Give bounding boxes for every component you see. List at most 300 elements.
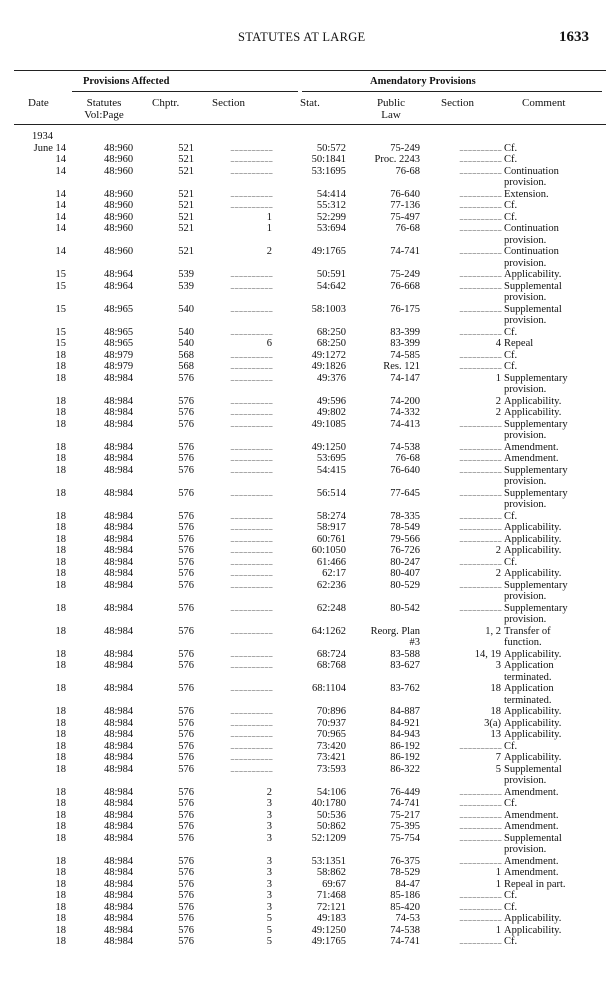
cell-amendatory-section: _ _ _ _ _ _ _ _ _ _ xyxy=(459,822,501,830)
cell-comment: terminated. xyxy=(504,671,552,683)
cell-statutes-vol-page: 48:979 xyxy=(104,361,134,372)
cell-statutes-vol-page: 48:960 xyxy=(104,165,134,177)
cell-comment: provision. xyxy=(504,614,547,625)
cell-amendatory-section: _ _ _ _ _ _ _ _ _ _ xyxy=(459,937,501,945)
cell-section: _ _ _ _ _ _ _ _ _ _ xyxy=(230,730,272,738)
cell-comment: Supplementary xyxy=(504,464,568,476)
cell-public-law: 84-887 xyxy=(390,706,420,717)
cell-statutes-vol-page: 48:984 xyxy=(104,855,134,867)
cell-section: _ _ _ _ _ _ _ _ _ _ xyxy=(230,408,272,416)
cell-public-law: 75-754 xyxy=(390,832,420,844)
cell-date: 18 xyxy=(55,752,66,763)
cell-amendatory-section: _ _ _ _ _ _ _ _ _ _ xyxy=(459,155,501,163)
cell-statutes-vol-page: 48:964 xyxy=(104,269,134,280)
cell-date: 18 xyxy=(55,706,66,717)
cell-amendatory-section: _ _ _ _ _ _ _ _ _ _ xyxy=(459,350,501,359)
cell-chapter: 576 xyxy=(178,717,194,729)
table-row xyxy=(0,764,614,776)
cell-date: 15 xyxy=(55,326,66,338)
cell-public-law: 74-741 xyxy=(390,936,420,947)
cell-section: 3 xyxy=(266,855,272,867)
cell-section: _ _ _ _ _ _ _ _ _ _ xyxy=(230,523,272,531)
cell-comment: Cf. xyxy=(504,154,518,165)
cell-comment: Applicability. xyxy=(504,533,562,545)
cell-statutes-vol-page: 48:984 xyxy=(104,798,134,809)
cell-chapter: 576 xyxy=(178,579,194,591)
cell-comment: terminated. xyxy=(504,694,552,706)
cell-amendatory-section: _ _ _ _ _ _ _ _ _ _ xyxy=(459,201,501,209)
cell-comment: provision. xyxy=(504,476,547,487)
cell-stat: 62:17 xyxy=(322,568,346,579)
table-row xyxy=(0,235,614,247)
cell-date: 18 xyxy=(55,372,66,384)
cell-date: 18 xyxy=(55,890,66,901)
table-body xyxy=(0,143,614,948)
cell-amendatory-section: _ _ _ _ _ _ _ _ _ _ xyxy=(459,914,501,922)
cell-chapter: 576 xyxy=(178,522,194,533)
cell-public-law: 74-585 xyxy=(390,349,420,361)
cell-public-law: 86-192 xyxy=(390,752,420,763)
table-row xyxy=(0,787,614,799)
cell-amendatory-section: _ _ _ _ _ _ _ _ _ _ xyxy=(459,580,501,589)
cell-date: 18 xyxy=(55,407,66,418)
cell-amendatory-section: _ _ _ _ _ _ _ _ _ _ xyxy=(459,856,501,865)
cell-section: 5 xyxy=(266,913,272,924)
top-rule xyxy=(14,70,606,71)
cell-date: 18 xyxy=(55,855,66,867)
cell-statutes-vol-page: 48:984 xyxy=(104,717,134,729)
cell-public-law: 78-549 xyxy=(390,522,420,533)
cell-date: 18 xyxy=(55,913,66,924)
cell-chapter: 576 xyxy=(178,878,194,890)
cell-date: 18 xyxy=(55,717,66,729)
cell-stat: 40:1780 xyxy=(311,798,346,809)
cell-statutes-vol-page: 48:984 xyxy=(104,372,134,384)
header-statutes xyxy=(78,97,130,121)
cell-public-law: 76-640 xyxy=(390,464,420,476)
cell-comment: Applicability. xyxy=(504,545,562,556)
table-row xyxy=(0,729,614,741)
page-title: STATUTES AT LARGE xyxy=(238,30,366,44)
header-public-law xyxy=(370,97,412,121)
cell-comment: Cf. xyxy=(504,200,518,211)
cell-statutes-vol-page: 48:964 xyxy=(104,280,134,292)
cell-section: 3 xyxy=(266,798,272,809)
cell-comment: Repeal in part. xyxy=(504,878,566,890)
cell-comment: provision. xyxy=(504,591,547,602)
cell-comment: Applicability. xyxy=(504,913,562,924)
cell-stat: 58:917 xyxy=(316,522,346,533)
cell-public-law: 74-538 xyxy=(390,441,420,453)
cell-chapter: 576 xyxy=(178,487,194,499)
cell-amendatory-section: 3(a) xyxy=(484,717,501,729)
cell-date: 18 xyxy=(55,625,66,637)
cell-chapter: 576 xyxy=(178,625,194,637)
cell-statutes-vol-page: 48:984 xyxy=(104,579,134,591)
cell-stat: 49:1272 xyxy=(311,349,346,361)
table-row xyxy=(0,143,614,155)
cell-public-law: 74-538 xyxy=(390,924,420,936)
cell-chapter: 576 xyxy=(178,464,194,476)
cell-public-law: 76-726 xyxy=(390,545,420,556)
header-date: Date xyxy=(28,97,49,109)
cell-chapter: 576 xyxy=(178,763,194,775)
cell-section: _ _ _ _ _ _ _ _ _ _ xyxy=(230,546,272,554)
table-row xyxy=(0,706,614,718)
cell-stat: 73:421 xyxy=(316,752,346,763)
table-row xyxy=(0,407,614,419)
cell-stat: 49:1826 xyxy=(311,361,346,372)
cell-stat: 68:724 xyxy=(316,648,346,660)
cell-statutes-vol-page: 48:984 xyxy=(104,625,134,637)
cell-comment: Supplementary xyxy=(504,418,568,430)
header-comment: Comment xyxy=(522,97,566,109)
header-public-line1: Public xyxy=(376,97,406,109)
cell-amendatory-section: _ _ _ _ _ _ _ _ _ _ xyxy=(459,304,501,313)
cell-stat: 49:1085 xyxy=(311,418,346,430)
cell-stat: 61:466 xyxy=(316,556,346,568)
cell-chapter: 576 xyxy=(178,453,194,464)
cell-statutes-vol-page: 48:984 xyxy=(104,522,134,533)
cell-amendatory-section: _ _ _ _ _ _ _ _ _ _ xyxy=(459,465,501,474)
table-row xyxy=(0,580,614,592)
table-row xyxy=(0,833,614,845)
cell-amendatory-section: 14, 19 xyxy=(474,648,501,660)
table-row xyxy=(0,304,614,316)
cell-date: June 14 xyxy=(33,142,66,154)
table-row xyxy=(0,269,614,281)
cell-public-law: 83-762 xyxy=(390,683,420,694)
cell-date: 18 xyxy=(55,395,66,407)
cell-section: _ _ _ _ _ _ _ _ _ _ xyxy=(230,661,272,669)
cell-statutes-vol-page: 48:984 xyxy=(104,832,134,844)
cell-statutes-vol-page: 48:984 xyxy=(104,441,134,453)
table-row xyxy=(0,660,614,672)
cell-chapter: 576 xyxy=(178,660,194,671)
cell-chapter: 521 xyxy=(178,154,194,165)
cell-section: _ _ _ _ _ _ _ _ _ _ xyxy=(230,580,272,589)
table-row xyxy=(0,315,614,327)
cell-comment: Applicability. xyxy=(504,568,562,579)
cell-section: _ _ _ _ _ _ _ _ _ _ xyxy=(230,741,272,750)
cell-date: 14 xyxy=(55,223,66,234)
cell-chapter: 521 xyxy=(178,188,194,200)
cell-amendatory-section: 2 xyxy=(495,568,501,579)
cell-comment: Cf. xyxy=(504,798,518,809)
cell-chapter: 576 xyxy=(178,855,194,867)
cell-chapter: 576 xyxy=(178,706,194,717)
cell-section: _ _ _ _ _ _ _ _ _ _ xyxy=(230,281,272,290)
cell-public-law: 75-249 xyxy=(390,269,420,280)
cell-chapter: 576 xyxy=(178,821,194,832)
cell-chapter: 576 xyxy=(178,867,194,878)
cell-public-law: 76-68 xyxy=(395,165,420,177)
cell-stat: 49:1250 xyxy=(311,924,346,936)
cell-amendatory-section: _ _ _ _ _ _ _ _ _ _ xyxy=(459,557,501,566)
cell-public-law: 76-175 xyxy=(390,303,420,315)
cell-statutes-vol-page: 48:984 xyxy=(104,763,134,775)
cell-public-law: 80-407 xyxy=(390,568,420,579)
cell-comment: Cf. xyxy=(504,556,518,568)
cell-public-law: 75-249 xyxy=(390,142,420,154)
cell-comment: Supplementary xyxy=(504,602,568,614)
cell-statutes-vol-page: 48:960 xyxy=(104,200,134,211)
cell-statutes-vol-page: 48:984 xyxy=(104,878,134,890)
cell-statutes-vol-page: 48:960 xyxy=(104,154,134,165)
table-row xyxy=(0,200,614,212)
table-row xyxy=(0,189,614,201)
cell-stat: 55:312 xyxy=(316,200,346,211)
table-row xyxy=(0,166,614,178)
cell-stat: 54:106 xyxy=(316,786,346,798)
table-row xyxy=(0,384,614,396)
cell-amendatory-section: 1 xyxy=(495,924,501,936)
cell-public-law: 74-147 xyxy=(390,372,420,384)
table-row xyxy=(0,614,614,626)
cell-statutes-vol-page: 48:984 xyxy=(104,407,134,418)
cell-public-law: 84-943 xyxy=(390,729,420,740)
cell-section: _ _ _ _ _ _ _ _ _ _ xyxy=(230,419,272,428)
cell-section: _ _ _ _ _ _ _ _ _ _ xyxy=(230,442,272,451)
cell-section: _ _ _ _ _ _ _ _ _ _ xyxy=(230,488,272,497)
cell-comment: Applicability. xyxy=(504,717,562,729)
cell-section: 6 xyxy=(266,338,272,349)
cell-chapter: 521 xyxy=(178,246,194,257)
table-row xyxy=(0,511,614,523)
cell-date: 18 xyxy=(55,579,66,591)
cell-statutes-vol-page: 48:984 xyxy=(104,729,134,740)
cell-section: _ _ _ _ _ _ _ _ _ _ xyxy=(230,350,272,359)
cell-public-law: 74-53 xyxy=(395,913,420,924)
cell-comment: Applicability. xyxy=(504,648,562,660)
cell-stat: 53:1695 xyxy=(311,165,346,177)
cell-chapter: 521 xyxy=(178,200,194,211)
cell-stat: 54:642 xyxy=(316,280,346,292)
cell-stat: 54:415 xyxy=(316,464,346,476)
header-stat: Stat. xyxy=(300,97,320,109)
cell-chapter: 521 xyxy=(178,211,194,223)
cell-section: _ _ _ _ _ _ _ _ _ _ xyxy=(230,557,272,566)
cell-amendatory-section: 2 xyxy=(495,545,501,556)
cell-statutes-vol-page: 48:984 xyxy=(104,821,134,832)
table-row xyxy=(0,902,614,914)
cell-amendatory-section: 1 xyxy=(495,867,501,878)
cell-date: 18 xyxy=(55,418,66,430)
cell-date: 18 xyxy=(55,660,66,671)
cell-statutes-vol-page: 48:984 xyxy=(104,487,134,499)
cell-section: _ _ _ _ _ _ _ _ _ _ xyxy=(230,603,272,612)
cell-amendatory-section: 2 xyxy=(495,395,501,407)
cell-chapter: 576 xyxy=(178,786,194,798)
cell-statutes-vol-page: 48:984 xyxy=(104,913,134,924)
cell-chapter: 576 xyxy=(178,752,194,763)
cell-comment: Application xyxy=(504,683,554,694)
cell-public-law: 76-68 xyxy=(395,453,420,464)
cell-section: _ _ _ _ _ _ _ _ _ _ xyxy=(230,718,272,727)
cell-stat: 56:514 xyxy=(316,487,346,499)
cell-stat: 73:593 xyxy=(316,763,346,775)
table-row xyxy=(0,936,614,948)
cell-amendatory-section: _ _ _ _ _ _ _ _ _ _ xyxy=(459,281,501,290)
cell-chapter: 540 xyxy=(178,326,194,338)
cell-statutes-vol-page: 48:984 xyxy=(104,683,134,694)
header-public-line2: Law xyxy=(381,109,401,121)
cell-public-law: 75-395 xyxy=(390,821,420,832)
table-row xyxy=(0,879,614,891)
cell-date: 18 xyxy=(55,441,66,453)
cell-comment: Cf. xyxy=(504,510,518,522)
cell-date: 18 xyxy=(55,832,66,844)
cell-comment: Applicability. xyxy=(504,706,562,717)
cell-stat: 49:183 xyxy=(316,913,346,924)
table-row xyxy=(0,545,614,557)
cell-chapter: 576 xyxy=(178,832,194,844)
cell-public-law: 77-136 xyxy=(390,200,420,211)
cell-section: 1 xyxy=(266,211,272,223)
table-row xyxy=(0,649,614,661)
cell-date: 15 xyxy=(55,269,66,280)
cell-amendatory-section: _ _ _ _ _ _ _ _ _ _ xyxy=(459,143,501,152)
table-row xyxy=(0,591,614,603)
table-row xyxy=(0,637,614,649)
cell-chapter: 576 xyxy=(178,683,194,694)
cell-chapter: 576 xyxy=(178,533,194,545)
table-row xyxy=(0,867,614,879)
cell-public-law: 85-420 xyxy=(390,901,420,913)
cell-date: 18 xyxy=(55,648,66,660)
cell-stat: 68:768 xyxy=(316,660,346,671)
cell-amendatory-section: _ _ _ _ _ _ _ _ _ _ xyxy=(459,224,501,232)
cell-section: 2 xyxy=(266,246,272,257)
cell-public-law: 84-921 xyxy=(390,717,420,729)
table-row xyxy=(0,177,614,189)
cell-section: _ _ _ _ _ _ _ _ _ _ xyxy=(230,684,272,692)
cell-date: 18 xyxy=(55,821,66,832)
cell-amendatory-section: _ _ _ _ _ _ _ _ _ _ xyxy=(459,603,501,612)
cell-date: 14 xyxy=(55,188,66,200)
table-row xyxy=(0,361,614,373)
cell-statutes-vol-page: 48:960 xyxy=(104,188,134,200)
table-row xyxy=(0,856,614,868)
cell-public-law: 80-542 xyxy=(390,602,420,614)
cell-comment: provision. xyxy=(504,292,547,303)
table-row xyxy=(0,752,614,764)
cell-comment: Cf. xyxy=(504,326,518,338)
cell-public-law: 78-529 xyxy=(390,867,420,878)
cell-date: 18 xyxy=(55,924,66,936)
cell-chapter: 576 xyxy=(178,407,194,418)
cell-date: 18 xyxy=(55,349,66,361)
cell-comment: Applicability. xyxy=(504,395,562,407)
cell-comment: Continuation xyxy=(504,223,559,234)
table-row xyxy=(0,718,614,730)
cell-amendatory-section: 13 xyxy=(490,729,501,740)
cell-date: 18 xyxy=(55,487,66,499)
table-row xyxy=(0,810,614,822)
cell-comment: provision. xyxy=(504,315,547,326)
cell-comment: Cf. xyxy=(504,890,518,901)
cell-stat: 49:1765 xyxy=(311,936,346,947)
group-amendatory-provisions: Amendatory Provisions xyxy=(370,76,476,87)
cell-amendatory-section: _ _ _ _ _ _ _ _ _ _ xyxy=(459,891,501,899)
cell-statutes-vol-page: 48:984 xyxy=(104,568,134,579)
cell-chapter: 521 xyxy=(178,142,194,154)
table-row xyxy=(0,844,614,856)
cell-public-law: 83-399 xyxy=(390,338,420,349)
cell-section: _ _ _ _ _ _ _ _ _ _ xyxy=(230,327,272,336)
cell-comment: Amendment. xyxy=(504,821,559,832)
cell-public-law: 74-200 xyxy=(390,395,420,407)
table-row xyxy=(0,672,614,684)
cell-comment: provision. xyxy=(504,234,547,246)
cell-stat: 70:937 xyxy=(316,717,346,729)
cell-date: 18 xyxy=(55,568,66,579)
cell-comment: Amendment. xyxy=(504,809,559,821)
cell-statutes-vol-page: 48:984 xyxy=(104,936,134,947)
cell-amendatory-section: _ _ _ _ _ _ _ _ _ _ xyxy=(459,833,501,842)
cell-date: 18 xyxy=(55,878,66,890)
cell-chapter: 576 xyxy=(178,372,194,384)
cell-stat: 49:1250 xyxy=(311,441,346,453)
table-row xyxy=(0,258,614,270)
cell-date: 18 xyxy=(55,740,66,752)
cell-chapter: 576 xyxy=(178,648,194,660)
cell-public-law: 75-217 xyxy=(390,809,420,821)
cell-comment: Applicability. xyxy=(504,924,562,936)
cell-comment: Extension. xyxy=(504,188,549,200)
header-statutes-line2: Vol:Page xyxy=(84,109,124,121)
table-row xyxy=(0,338,614,350)
cell-chapter: 576 xyxy=(178,441,194,453)
cell-chapter: 521 xyxy=(178,223,194,234)
cell-chapter: 540 xyxy=(178,338,194,349)
cell-public-law: 74-741 xyxy=(390,246,420,257)
cell-comment: Applicability. xyxy=(504,729,562,740)
cell-public-law: 80-247 xyxy=(390,556,420,568)
cell-comment: Cf. xyxy=(504,936,518,947)
cell-amendatory-section: 1 xyxy=(495,878,501,890)
cell-stat: 49:1765 xyxy=(311,246,346,257)
cell-statutes-vol-page: 48:984 xyxy=(104,418,134,430)
cell-amendatory-section: 4 xyxy=(495,338,501,349)
cell-public-law: 83-399 xyxy=(390,326,420,338)
cell-public-law: Proc. 2243 xyxy=(374,154,420,165)
cell-date: 14 xyxy=(55,200,66,211)
cell-date: 18 xyxy=(55,763,66,775)
cell-public-law: 74-413 xyxy=(390,418,420,430)
header-section-2: Section xyxy=(441,97,474,109)
cell-amendatory-section: _ _ _ _ _ _ _ _ _ _ xyxy=(459,327,501,336)
cell-section: _ _ _ _ _ _ _ _ _ _ xyxy=(230,270,272,278)
cell-stat: 64:1262 xyxy=(311,625,346,637)
cell-date: 15 xyxy=(55,280,66,292)
cell-section: _ _ _ _ _ _ _ _ _ _ xyxy=(230,155,272,163)
cell-chapter: 576 xyxy=(178,545,194,556)
cell-date: 18 xyxy=(55,683,66,694)
cell-public-law: 80-529 xyxy=(390,579,420,591)
cell-stat: 62:236 xyxy=(316,579,346,591)
cell-statutes-vol-page: 48:984 xyxy=(104,752,134,763)
cell-comment: provision. xyxy=(504,499,547,510)
cell-statutes-vol-page: 48:984 xyxy=(104,510,134,522)
cell-section: 5 xyxy=(266,936,272,947)
cell-stat: 58:1003 xyxy=(311,303,346,315)
table-row xyxy=(0,499,614,511)
table-row xyxy=(0,396,614,408)
table-row xyxy=(0,775,614,787)
cell-comment: Supplemental xyxy=(504,832,562,844)
cell-stat: 58:862 xyxy=(316,867,346,878)
